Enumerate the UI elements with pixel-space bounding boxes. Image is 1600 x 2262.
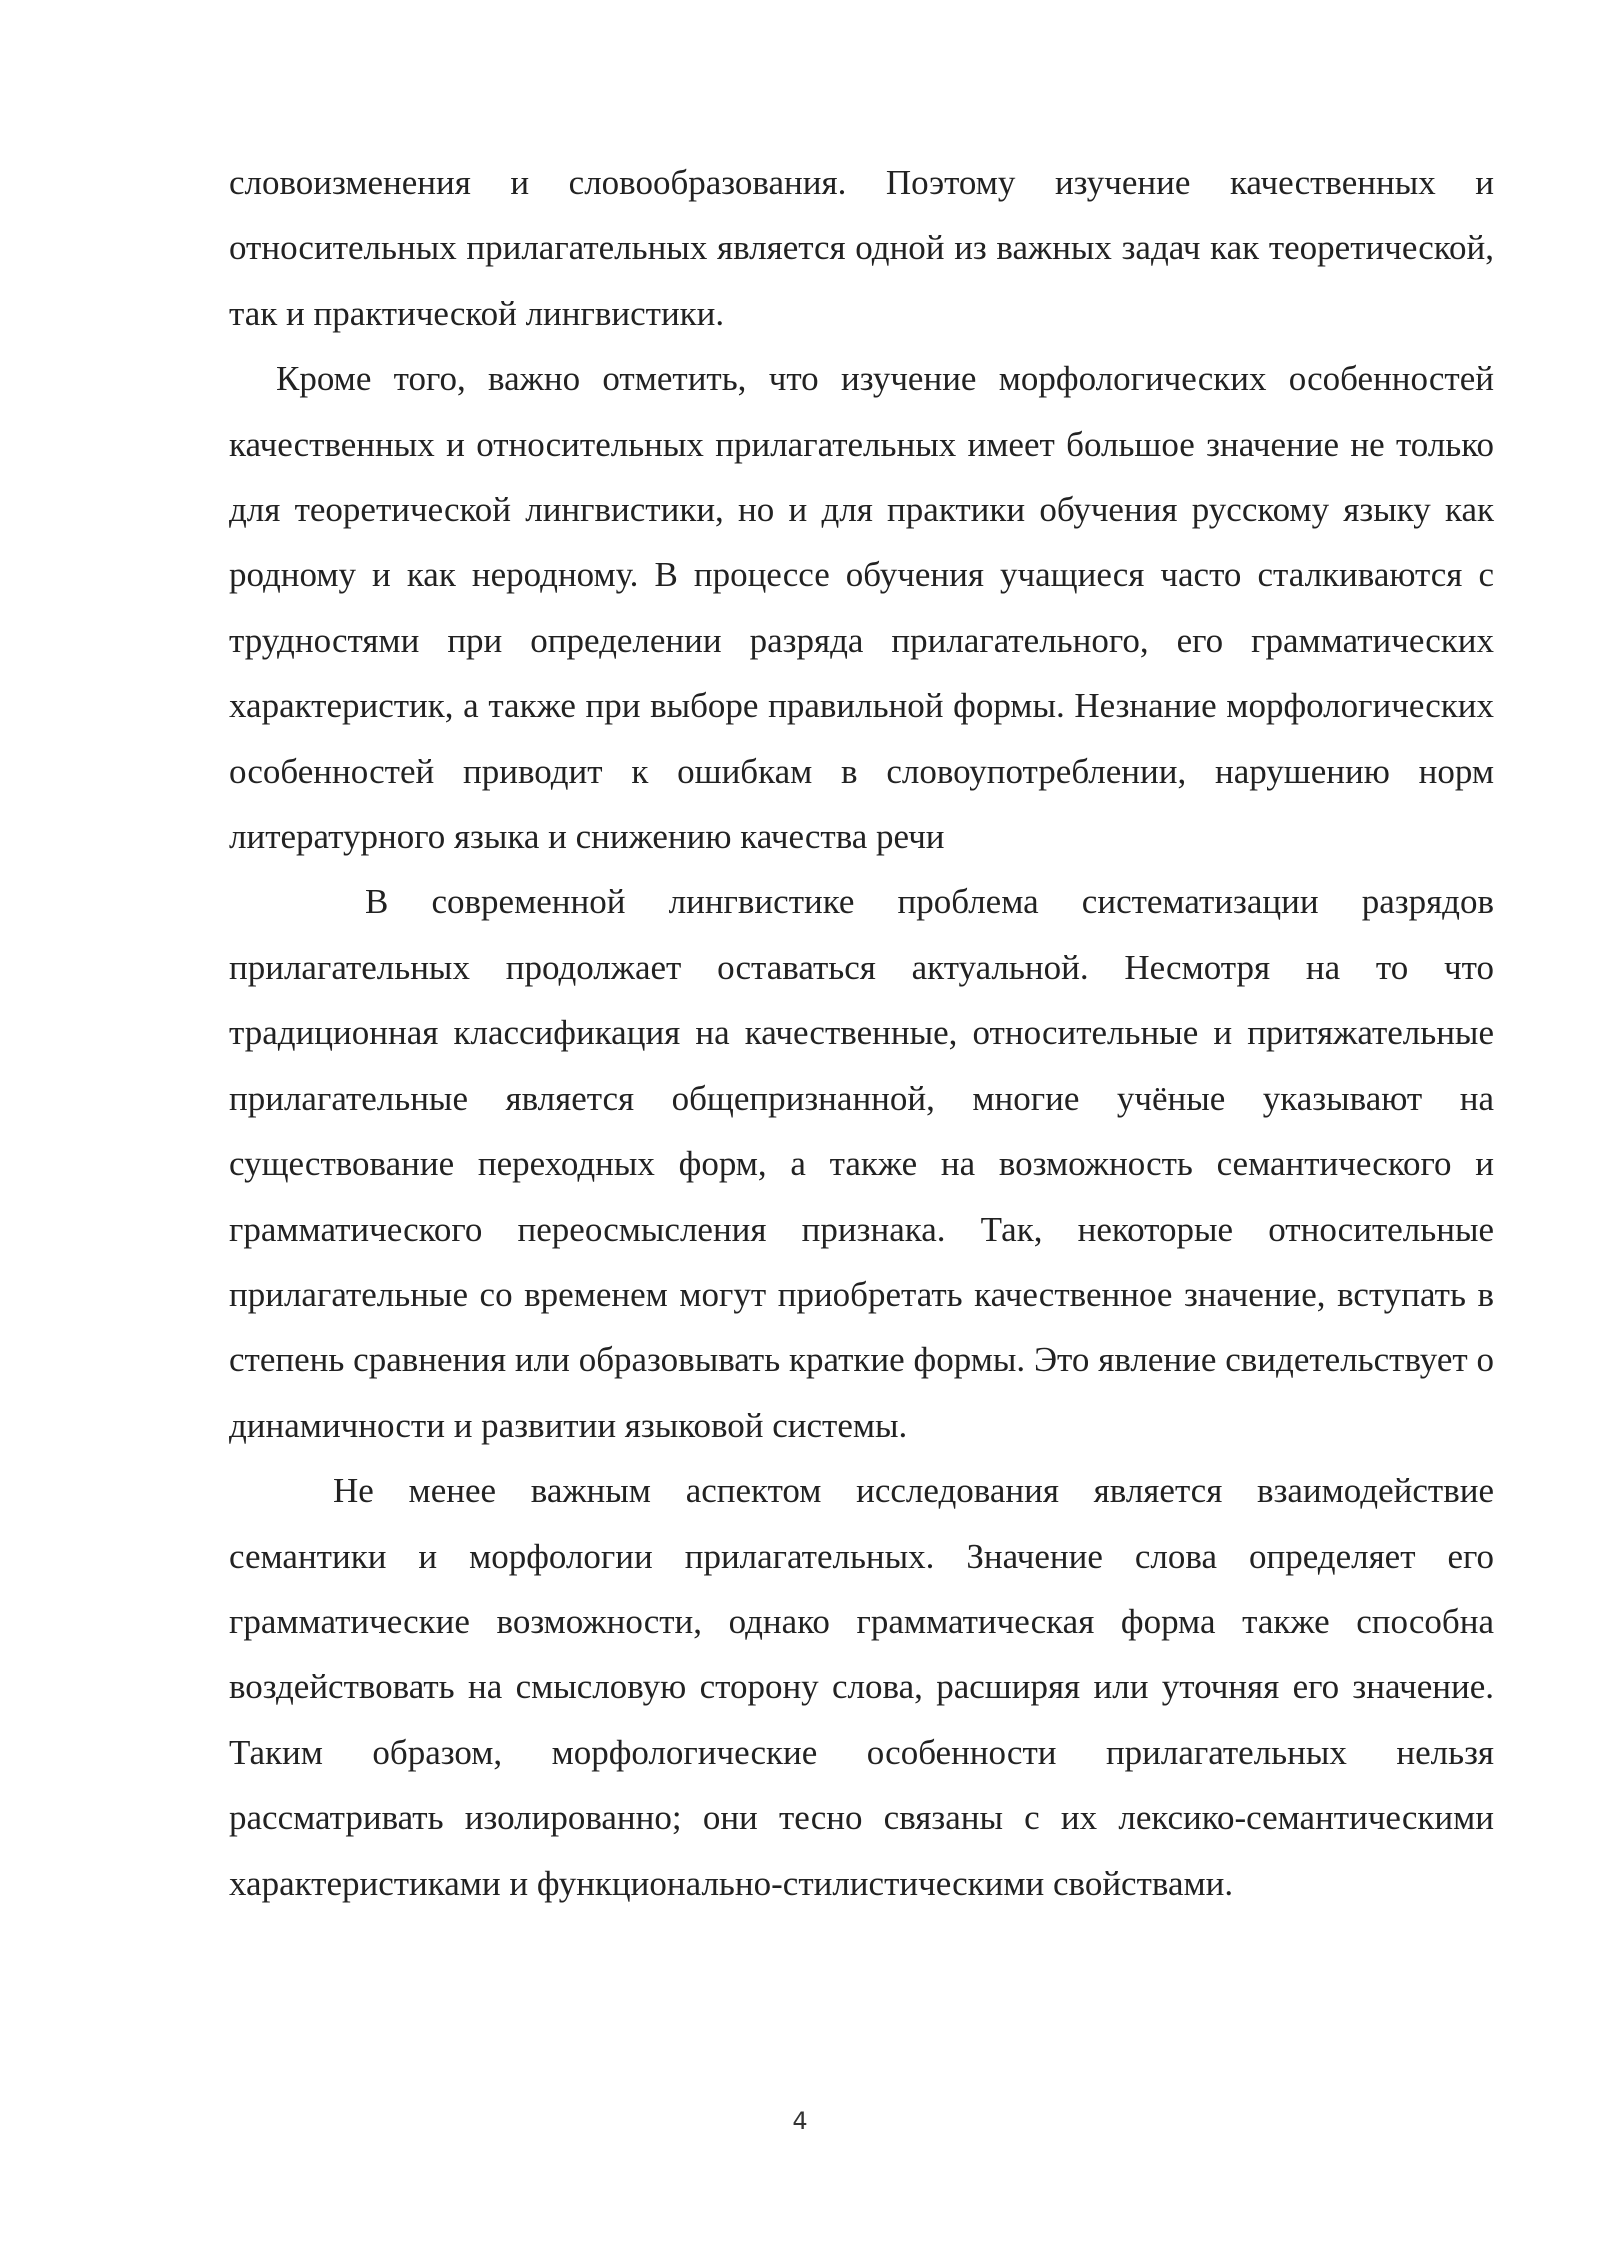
paragraph-4: Не менее важным аспектом исследования является взаимодействие семантики и морфологии прилагательных. Значение слова определяет его грамматические возможности, однако грамматическая форма также способна воздействовать на смысловую сторону слова, расширяя или уточняя его значение. Таким образом, морфологические особенности прилагательных нельзя рассматривать изолированно; они тесно связаны с их лексико-семантическими характеристиками и функционально-стилистическими свойствами. bbox=[229, 1471, 1494, 1903]
paragraph-3: В современной лингвистике проблема систематизации разрядов прилагательных продолжает оставаться актуальной. Несмотря на то что традиционная классификация на качественные, относительные и притяжательные прилагательные является общепризнанной, многие учёные указывают на существование переходных форм, а также на возможность семантического и грамматического переосмысления признака. Так, некоторые относительные прилагательные со временем могут приобретать качественное значение, вступать в степень сравнения или образовывать краткие формы. Это явление свидетельствует о динамичности и развитии языковой системы. bbox=[229, 882, 1494, 1445]
body-text bbox=[229, 150, 1494, 1916]
page-number: 4 bbox=[792, 2107, 808, 2135]
paragraph-1: словоизменения и словообразования. Поэтому изучение качественных и относительных прилагательных является одной из важных задач как теоретической, так и практической лингвистики. bbox=[229, 163, 1494, 333]
paragraph-2: Кроме того, важно отметить, что изучение морфологических особенностей качественных и относительных прилагательных имеет большое значение не только для теоретической лингвистики, но и для практики обучения русскому языку как родному и как неродному. В процессе обучения учащиеся часто сталкиваются с трудностями при определении разряда прилагательного, его грамматических характеристик, а также при выборе правильной формы. Незнание морфологических особенностей приводит к ошибкам в словоупотреблении, нарушению норм литературного языка и снижению качества речи bbox=[229, 359, 1494, 857]
